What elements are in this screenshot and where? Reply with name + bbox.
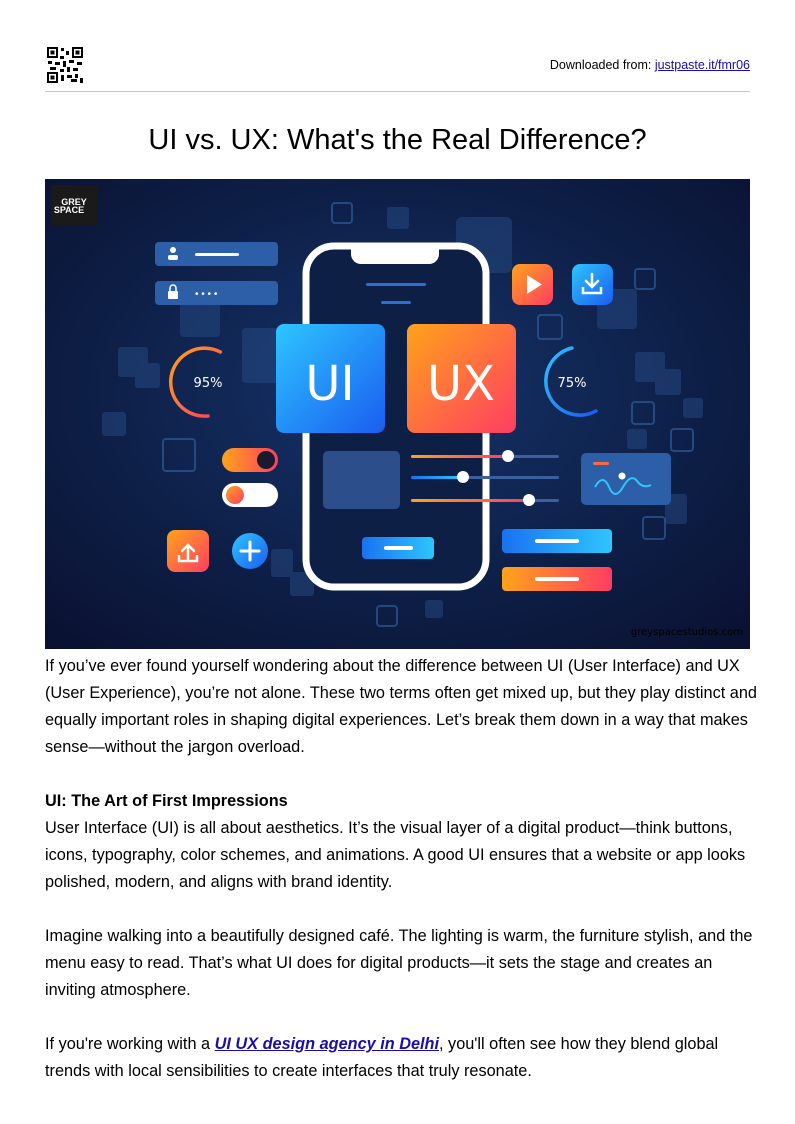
- toggle-on-graphic: [222, 448, 278, 472]
- wave-chart-card: [581, 453, 671, 505]
- svg-text:• • • •: • • • •: [195, 289, 218, 300]
- agency-link[interactable]: UI UX design agency in Delhi: [214, 1035, 439, 1053]
- ux-tile: [407, 324, 516, 433]
- paragraph-text-before-link: If you're working with a: [45, 1035, 215, 1053]
- hero-illustration: [45, 179, 750, 649]
- section-heading: UI: The Art of First Impressions: [45, 792, 288, 810]
- ui-paragraph-3: [45, 1031, 757, 1085]
- svg-text:GREY: GREY: [61, 197, 87, 207]
- grey-space-logo: [51, 185, 97, 225]
- intro-paragraph: If you’ve ever found yourself wondering about the difference between UI (User Interface) and UX (User Experience), you’re not alone. These two terms often get mixed up, but they play distinct and equally important roles in shaping digital experiences. Let’s break them down in a way that makes sense—without the jargon overload.: [45, 657, 757, 756]
- password-field-graphic: [155, 281, 278, 305]
- ui-tile: [276, 324, 385, 433]
- ui-paragraph-1: User Interface (UI) is all about aesthetics. It’s the visual layer of a digital product—think buttons, icons, typography, color schemes, and animations. A good UI ensures that a website or app looks polished, modern, and aligns with brand identity.: [45, 819, 746, 891]
- username-field-graphic: [155, 242, 278, 266]
- download-label: Downloaded from:: [549, 58, 655, 72]
- svg-text:UI: UI: [305, 356, 355, 412]
- download-header: [45, 45, 750, 92]
- image-watermark: greyspacestudios.com: [630, 627, 743, 638]
- upload-icon: [167, 530, 209, 572]
- play-icon: [512, 264, 553, 305]
- toggle-off-graphic: [222, 483, 278, 507]
- qr-code-icon: [47, 47, 83, 83]
- svg-text:75%: 75%: [557, 376, 587, 391]
- download-source: [550, 58, 750, 72]
- svg-text:SPACE: SPACE: [53, 205, 85, 215]
- source-link[interactable]: justpaste.it/fmr06: [654, 58, 750, 72]
- paragraph-text-after-link: , you'll often see how they blend global trends with local sensibilities to create interfaces that truly resonate.: [45, 1035, 719, 1080]
- svg-text:95%: 95%: [193, 376, 223, 391]
- svg-text:UX: UX: [426, 356, 496, 412]
- article-body: [45, 653, 757, 1112]
- plus-icon: [232, 533, 268, 569]
- download-icon: [572, 264, 613, 305]
- page-title: UI vs. UX: What's the Real Difference?: [148, 124, 647, 156]
- ui-paragraph-2: Imagine walking into a beautifully designed café. The lighting is warm, the furniture stylish, and the menu easy to read. That’s what UI does for digital products—it sets the stage and creates an inviting atmosphere.: [45, 927, 753, 999]
